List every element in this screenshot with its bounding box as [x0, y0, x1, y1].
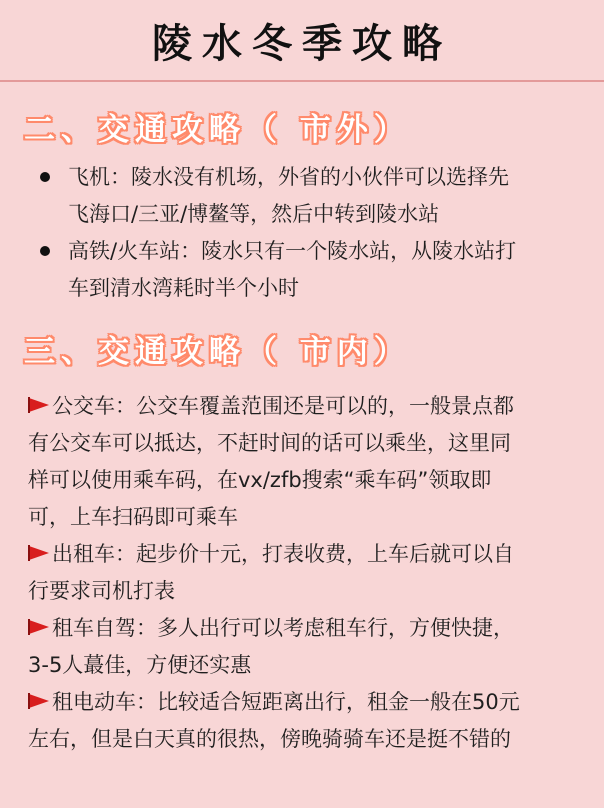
- red-flag-icon: [28, 396, 50, 414]
- list-item-plane: [36, 159, 584, 233]
- list-item-line: 出租车：起步价十元，打表收费，上车后就可以自: [52, 542, 514, 566]
- list-item-line: 有公交车可以抵达，不赶时间的话可以乘坐，这里同: [28, 431, 511, 455]
- city-transport-list: [28, 388, 588, 758]
- list-item-line: 飞机：陵水没有机场，外省的小伙伴可以选择先: [68, 165, 509, 189]
- list-item-line: 高铁/火车站：陵水只有一个陵水站，从陵水站打: [68, 239, 517, 263]
- list-item-line: 左右，但是白天真的很热，傍晚骑骑车还是挺不错的: [28, 727, 511, 751]
- list-item-line: 可，上车扫码即可乘车: [28, 505, 238, 529]
- section-heading-outside-transport: 二、交通攻略（ 市外）: [24, 112, 411, 148]
- bullet-icon: [40, 172, 50, 182]
- red-flag-icon: [28, 692, 50, 710]
- list-item-line: 车到清水湾耗时半个小时: [68, 276, 299, 300]
- list-item-line: 飞海口/三亚/博鳌等，然后中转到陵水站: [68, 202, 440, 226]
- list-item-line: 3-5人蕞佳，方便还实惠: [28, 653, 252, 677]
- list-item-line: 公交车：公交车覆盖范围还是可以的，一般景点都: [52, 394, 514, 418]
- list-item-bus: [28, 388, 588, 536]
- list-item-taxi: [28, 536, 588, 610]
- section-heading-city-transport: 三、交通攻略（ 市内）: [24, 334, 411, 370]
- red-flag-icon: [28, 544, 50, 562]
- page-title: 陵水冬季攻略: [152, 21, 452, 67]
- list-item-line: 租车自驾：多人出行可以考虑租车行，方便快捷，: [52, 616, 514, 640]
- list-item-car-rental: [28, 610, 588, 684]
- list-item-line: 行要求司机打表: [28, 579, 175, 603]
- list-item-line: 租电动车：比较适合短距离出行，租金一般在50元: [52, 690, 520, 714]
- outside-transport-list: [36, 159, 584, 307]
- header: [0, 0, 604, 82]
- list-item-train: [36, 233, 584, 307]
- list-item-line: 样可以使用乘车码，在vx/zfb搜索“乘车码”领取即: [28, 468, 492, 492]
- red-flag-icon: [28, 618, 50, 636]
- list-item-ebike-rental: [28, 684, 588, 758]
- bullet-icon: [40, 246, 50, 256]
